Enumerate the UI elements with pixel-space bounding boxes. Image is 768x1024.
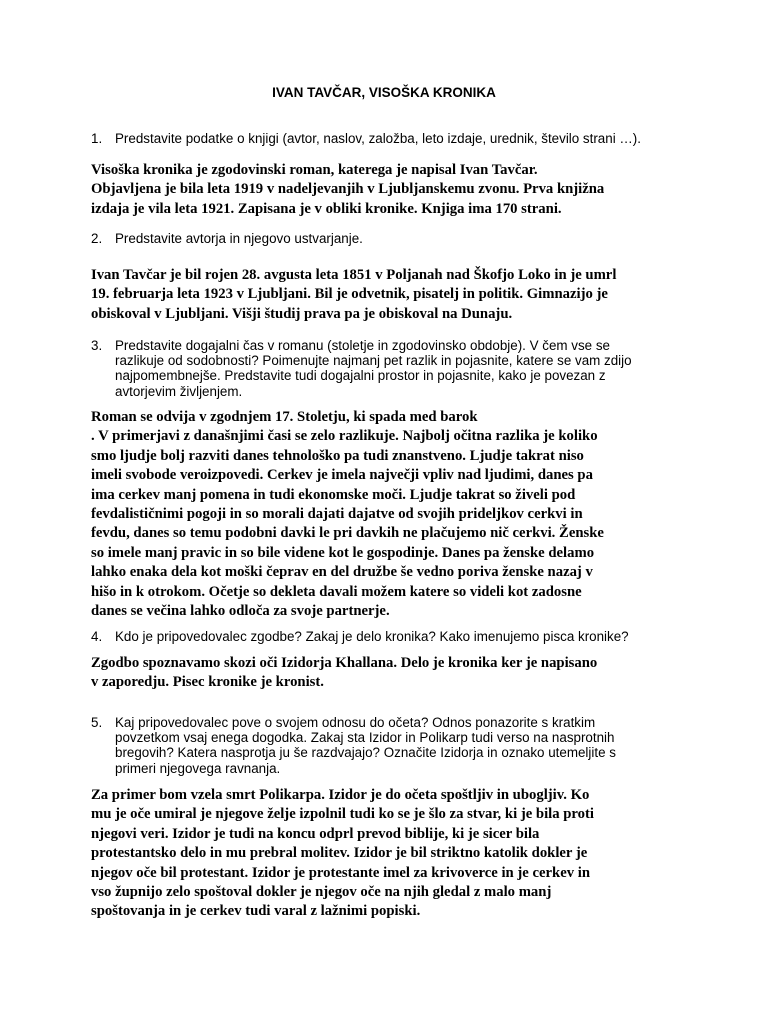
question-4 [91,629,691,644]
answer-4: Zgodbo spoznavamo skozi oči Izidorja Khallana. Delo je kronika ker je napisano v zaporedju. Pisec kronike je kronist. [91,655,598,691]
question-number: 2. [91,231,103,246]
question-text: Predstavite avtorja in njegovo ustvarjanje. [115,231,363,246]
question-number: 4. [91,629,103,644]
question-text: Kdo je pripovedovalec zgodbe? Zakaj je delo kronika? Kako imenujemo pisca kronike? [115,629,629,644]
question-1 [91,131,691,146]
question-text: Kaj pripovedovalec pove o svojem odnosu do očeta? Odnos ponazorite s kratkim povzetkom vsaj enega dogodka. Zakaj sta Izidor in Polikarp tudi verso na nasprotnih bregovih? Katera nasprotja ju še razdvajajo? Označite Izidorja in oznako utemeljite s primeri njegovega ravnanja. [115,715,616,776]
question-3 [91,338,691,399]
answer-2: Ivan Tavčar je bil rojen 28. avgusta leta 1851 v Poljanah nad Škofjo Loko in je umrl 19. februarja leta 1923 v Ljubljani. Bil je odvetnik, pisatelj in politik. Gimnazijo je obiskoval v Ljubljani. Višji študij prava pa je obiskoval na Dunaju. [91,267,617,322]
question-5 [91,715,691,776]
question-text: Predstavite dogajalni čas v romanu (stoletje in zgodovinsko obdobje). V čem vse se razlikuje od sodobnosti? Poimenujte najmanj pet razlik in pojasnite, katere se vam zdijo najpomembnejše. Predstavite tudi dogajalni prostor in pojasnite, kako je povezan z avtorjevim življenjem. [115,338,632,399]
answer-5: Za primer bom vzela smrt Polikarpa. Izidor je do očeta spoštljiv in ubogljiv. Ko mu je oče umiral je njegove želje izpolnil tudi ko se je šlo za stvar, ki je bila proti njegovi veri. Izidor je tudi na koncu odprl prevod biblije, ki je sicer bila protestantsko delo in mu prebral molitev. Izidor je bil striktno katolik dokler je njegov oče bil protestant. Izidor je protestante imel za krivoverce in je cerkev in vso župnijo zelo spoštoval dokler je njegov oče na njih gledal z malo manj spoštovanja in je cerkev tudi varal z lažnimi popiski. [91,787,594,920]
answer-3: Roman se odvija v zgodnjem 17. Stoletju, ki spada med barok . V primerjavi z današnjimi časi se zelo razlikuje. Najbolj očitna razlika je koliko smo ljudje bolj razviti danes tehnološko pa tudi znanstveno. Ljudje takrat niso imeli svobode veroizpovedi. Cerkev je imela največji vpliv nad ljudimi, danes pa ima cerkev manj pomena in tudi ekonomske moči. Ljudje takrat so živeli pod fevdalističnimi pogoji in so morali dajati dajatve od svojih prideljkov cerkvi in fevdu, danes so temu podobni davki le pri davkih ne plačujemo nič cerkvi. Ženske so imele manj pravic in so bile videne kot le gospodinje. Danes pa ženske delamo lahko enaka dela kot moški čeprav en del družbe še vedno poriva ženske nazaj v hišo in k otrokom. Očetje so dekleta davali možem katere so videli kot zadosne danes se večina lahko odloča za svoje partnerje. [91,409,604,620]
document-title: IVAN TAVČAR, VISOŠKA KRONIKA [272,85,496,100]
question-number: 1. [91,131,103,146]
answer-1: Visoška kronika je zgodovinski roman, katerega je napisal Ivan Tavčar. Objavljena je bila leta 1919 v nadeljevanjih v Ljubljanskemu zvonu. Prva knjižna izdaja je vila leta 1921. Zapisana je v obliki kronike. Knjiga ima 170 strani. [91,162,605,217]
question-number: 5. [91,715,103,730]
question-text: Predstavite podatke o knjigi (avtor, naslov, založba, leto izdaje, urednik, število strani …). [115,131,641,146]
question-number: 3. [91,338,103,353]
question-2 [91,231,691,246]
